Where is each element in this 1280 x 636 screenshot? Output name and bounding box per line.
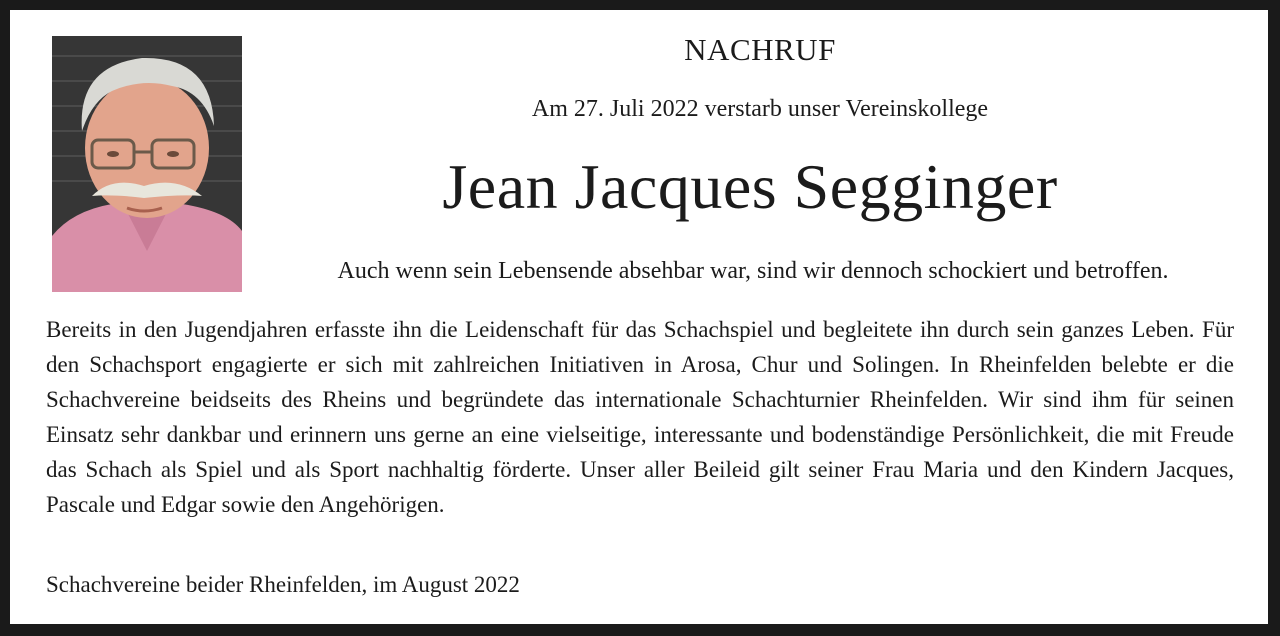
deceased-name: Jean Jacques Segginger [442,151,1058,222]
portrait-icon [52,36,242,292]
obituary-body: Bereits in den Jugendjahren erfasste ihn die Leidenschaft für das Schachspiel und begleitete ihn durch sein ganzes Leben. Für den Schachsport engagierte er sich mit zahlreichen Initiativen in Arosa, Chur und Solingen. In Rheinfelden belebte er die Schachvereine beidseits des Rheins und begründete das internationale Schachturnier Rheinfelden. Wir sind ihm für seinen Einsatz sehr dankbar und erinnern uns gerne an eine vielseitige, interessante und bodenständige Persönlichkeit, die mit Freude das Schach als Spiel und als Sport nachhaltig förderte. Unser aller Beileid gilt seiner Frau Maria und den Kindern Jacques, Pascale und Edgar sowie den Angehörigen. [46,317,1234,517]
obituary-notice [10,10,1268,624]
lead-sentence: Auch wenn sein Lebensende absehbar war, sind wir dennoch schockiert und betroffen. [337,258,1169,284]
obituary-heading: NACHRUF [684,32,836,67]
intro-line: Am 27. Juli 2022 verstarb unser Vereinskollege [531,96,989,122]
portrait-photo [52,36,242,292]
signature-line: Schachvereine beider Rheinfelden, im August 2022 [46,572,520,597]
